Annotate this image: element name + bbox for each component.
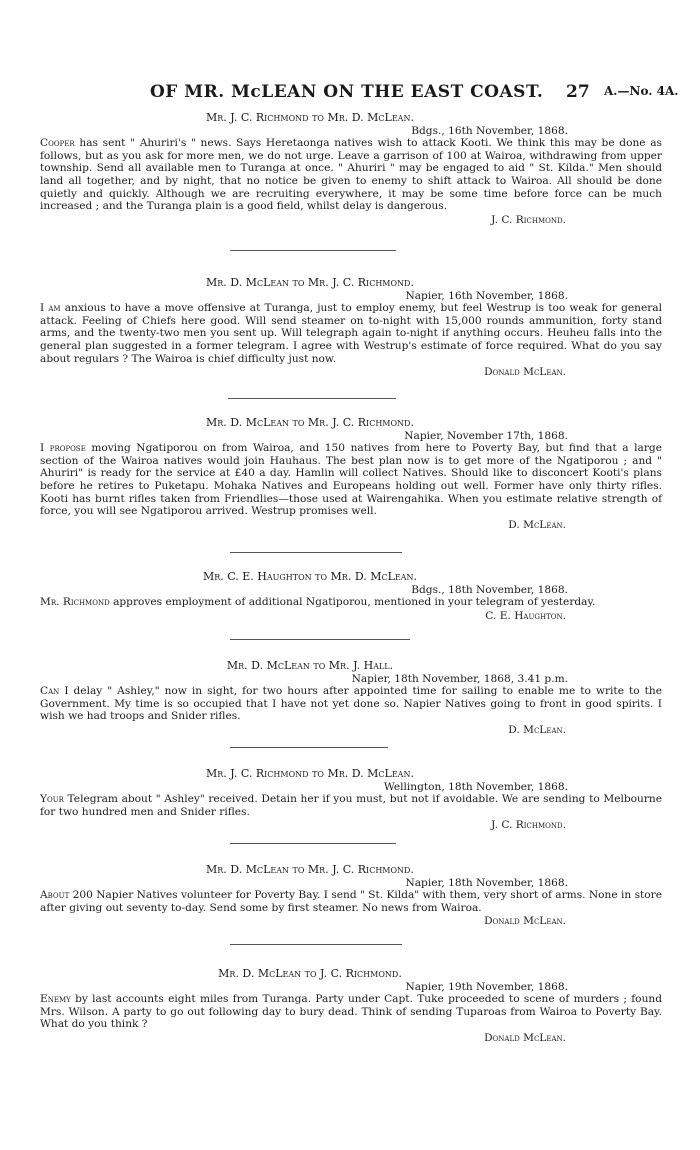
telegram-text: by last accounts eight miles from Turanga. Party under Capt. Tuke proceeded to scene of murders ; found Mrs. Wilson. A party to go out following day to bury dead. Think of sending Tuparoas from Wairoa to Poverty Bay. What do you think ? xyxy=(40,993,662,1031)
telegram-4 xyxy=(40,571,662,622)
telegram-signature: D. McLean. xyxy=(508,518,566,531)
telegram-heading: Mr. C. E. Haughton to Mr. D. McLean. xyxy=(202,570,418,583)
page-number: 27 xyxy=(566,82,590,102)
divider-rule xyxy=(230,747,388,748)
telegram-body xyxy=(40,793,662,818)
divider-rule xyxy=(230,250,396,251)
telegram-heading: Mr. D. McLean to Mr. J. C. Richmond. xyxy=(206,276,414,289)
telegram-signature: J. C. Richmond. xyxy=(491,213,566,226)
telegram-signature: J. C. Richmond. xyxy=(491,819,566,832)
telegram-date: Napier, 19th November, 1868. xyxy=(405,980,568,993)
telegram-text: 200 Napier Natives volunteer for Poverty Bay. I send " St. Kilda" with them, very short of arms. None in store after giving out seventy to-day. Send some by first steamer. No news from Wairoa. xyxy=(40,889,662,914)
telegram-2 xyxy=(40,277,662,379)
telegram-body xyxy=(40,889,662,914)
telegram-date: Bdgs., 16th November, 1868. xyxy=(411,124,568,137)
telegram-heading: Mr. D. McLean to Mr. J. C. Richmond. xyxy=(206,416,414,429)
telegram-body xyxy=(40,137,662,213)
divider-rule xyxy=(230,944,402,945)
telegram-body xyxy=(40,993,662,1031)
telegram-heading: Mr. D. McLean to Mr. J. Hall. xyxy=(226,659,394,672)
telegram-first-word: Mr. Richmond xyxy=(40,596,110,609)
telegram-5 xyxy=(40,660,662,737)
telegram-date: Napier, 18th November, 1868, 3.41 p.m. xyxy=(351,672,568,685)
divider-rule xyxy=(228,398,396,399)
telegram-date: Wellington, 18th November, 1868. xyxy=(383,780,568,793)
telegram-text: I delay " Ashley," now in sight, for two hours after appointed time for sailing to enable me to write to the Government. My time is so occupied that I have not yet done so. Napier Natives going to front in good spirits. I wish we had troops and Snider rifles. xyxy=(40,685,662,723)
telegram-first-word: I propose xyxy=(40,442,86,455)
telegram-heading: Mr. J. C. Richmond to Mr. D. McLean. xyxy=(206,767,414,780)
telegram-first-word: Can xyxy=(40,685,60,698)
telegram-first-word: About xyxy=(40,889,70,902)
telegram-date: Napier, 16th November, 1868. xyxy=(405,289,568,302)
telegram-date: Napier, 18th November, 1868. xyxy=(405,876,568,889)
telegram-heading: Mr. D. McLean to J. C. Richmond. xyxy=(218,967,402,980)
telegram-signature: Donald McLean. xyxy=(484,915,566,928)
telegram-1 xyxy=(40,112,662,226)
divider-rule xyxy=(230,552,402,553)
telegram-signature: Donald McLean. xyxy=(484,366,566,379)
telegram-body xyxy=(40,685,662,723)
telegram-first-word: Your xyxy=(40,793,64,806)
telegram-text: Telegram about " Ashley" received. Detain her if you must, but not if avoidable. We are sending to Melbourne for two hundred men and Snider rifles. xyxy=(40,793,662,818)
running-title: OF MR. McLEAN ON THE EAST COAST. xyxy=(150,82,544,102)
telegram-date: Napier, November 17th, 1868. xyxy=(404,429,568,442)
divider-rule xyxy=(230,843,396,844)
telegram-body xyxy=(40,596,662,609)
telegram-signature: C. E. Haughton. xyxy=(485,609,566,622)
telegram-3 xyxy=(40,417,662,531)
telegram-heading: Mr. J. C. Richmond to Mr. D. McLean. xyxy=(206,111,414,124)
telegram-first-word: Cooper xyxy=(40,137,75,150)
telegram-text: approves employment of additional Ngatiporou, mentioned in your telegram of yesterday. xyxy=(109,596,596,609)
telegram-6 xyxy=(40,768,662,832)
telegram-7 xyxy=(40,864,662,928)
telegram-signature: D. McLean. xyxy=(508,723,566,736)
telegram-text: anxious to have a move offensive at Turanga, just to employ enemy, but feel Westrup is too weak for general attack. Feeling of Chiefs here good. Will send steamer on to-night with 15,000 rounds ammunition, forty stand arms, and the twenty-two men you sent up. Will telegraph again to-night if anything occurs. Heuheu falls into the general plan suggested in a former telegram. I agree with Westrup's estimate of force required. What do you say about regulars ? The Wairoa is chief difficulty just now. xyxy=(40,302,662,365)
telegram-body xyxy=(40,302,662,365)
telegram-text: has sent " Ahuriri's " news. Says Heretaonga natives wish to attack Kooti. We think this may be done as follows, but as you ask for more men, we do not urge. Leave a garrison of 100 at Wairoa, withdrawing from upper township. Send all available men to Turanga at once. " Ahuriri " may be engaged to aid " St. Kilda." Men should land all together, and by night, that no notice be given to enemy to shift attack to Wairoa. All should be done quietly and quickly. Although we are recruiting everywhere, it may be some time before force can be much increased ; and the Turanga plain is a good field, whilst delay is dangerous. xyxy=(40,137,662,213)
telegram-body xyxy=(40,442,662,518)
telegram-date: Bdgs., 18th November, 1868. xyxy=(411,583,568,596)
telegram-first-word: I am xyxy=(40,302,61,315)
telegram-heading: Mr. D. McLean to Mr. J. C. Richmond. xyxy=(206,863,414,876)
telegram-signature: Donald McLean. xyxy=(484,1031,566,1044)
document-reference: A.—No. 4A. xyxy=(604,84,679,98)
telegram-first-word: Enemy xyxy=(40,993,71,1006)
telegram-text: moving Ngatiporou on from Wairoa, and 150 natives from here to Poverty Bay, but find that a large section of the Wairoa natives would join Hauhaus. The best plan now is to get more of the Ngatiporou ; and " Ahuriri" is ready for the service at £40 a day. Hamlin will collect Natives. Should like to disconcert Kooti's plans before he retires to Puketapu. Mohaka Natives and Europeans holding out well. Former have only thirty rifles. Kooti has burnt rifles taken from Friendlies—those used at Wairengahika. When you estimate relative strength of force, you will see Ngatiporou arrived. Westrup promises well. xyxy=(40,442,662,518)
telegram-8 xyxy=(40,968,662,1045)
divider-rule xyxy=(230,639,410,640)
